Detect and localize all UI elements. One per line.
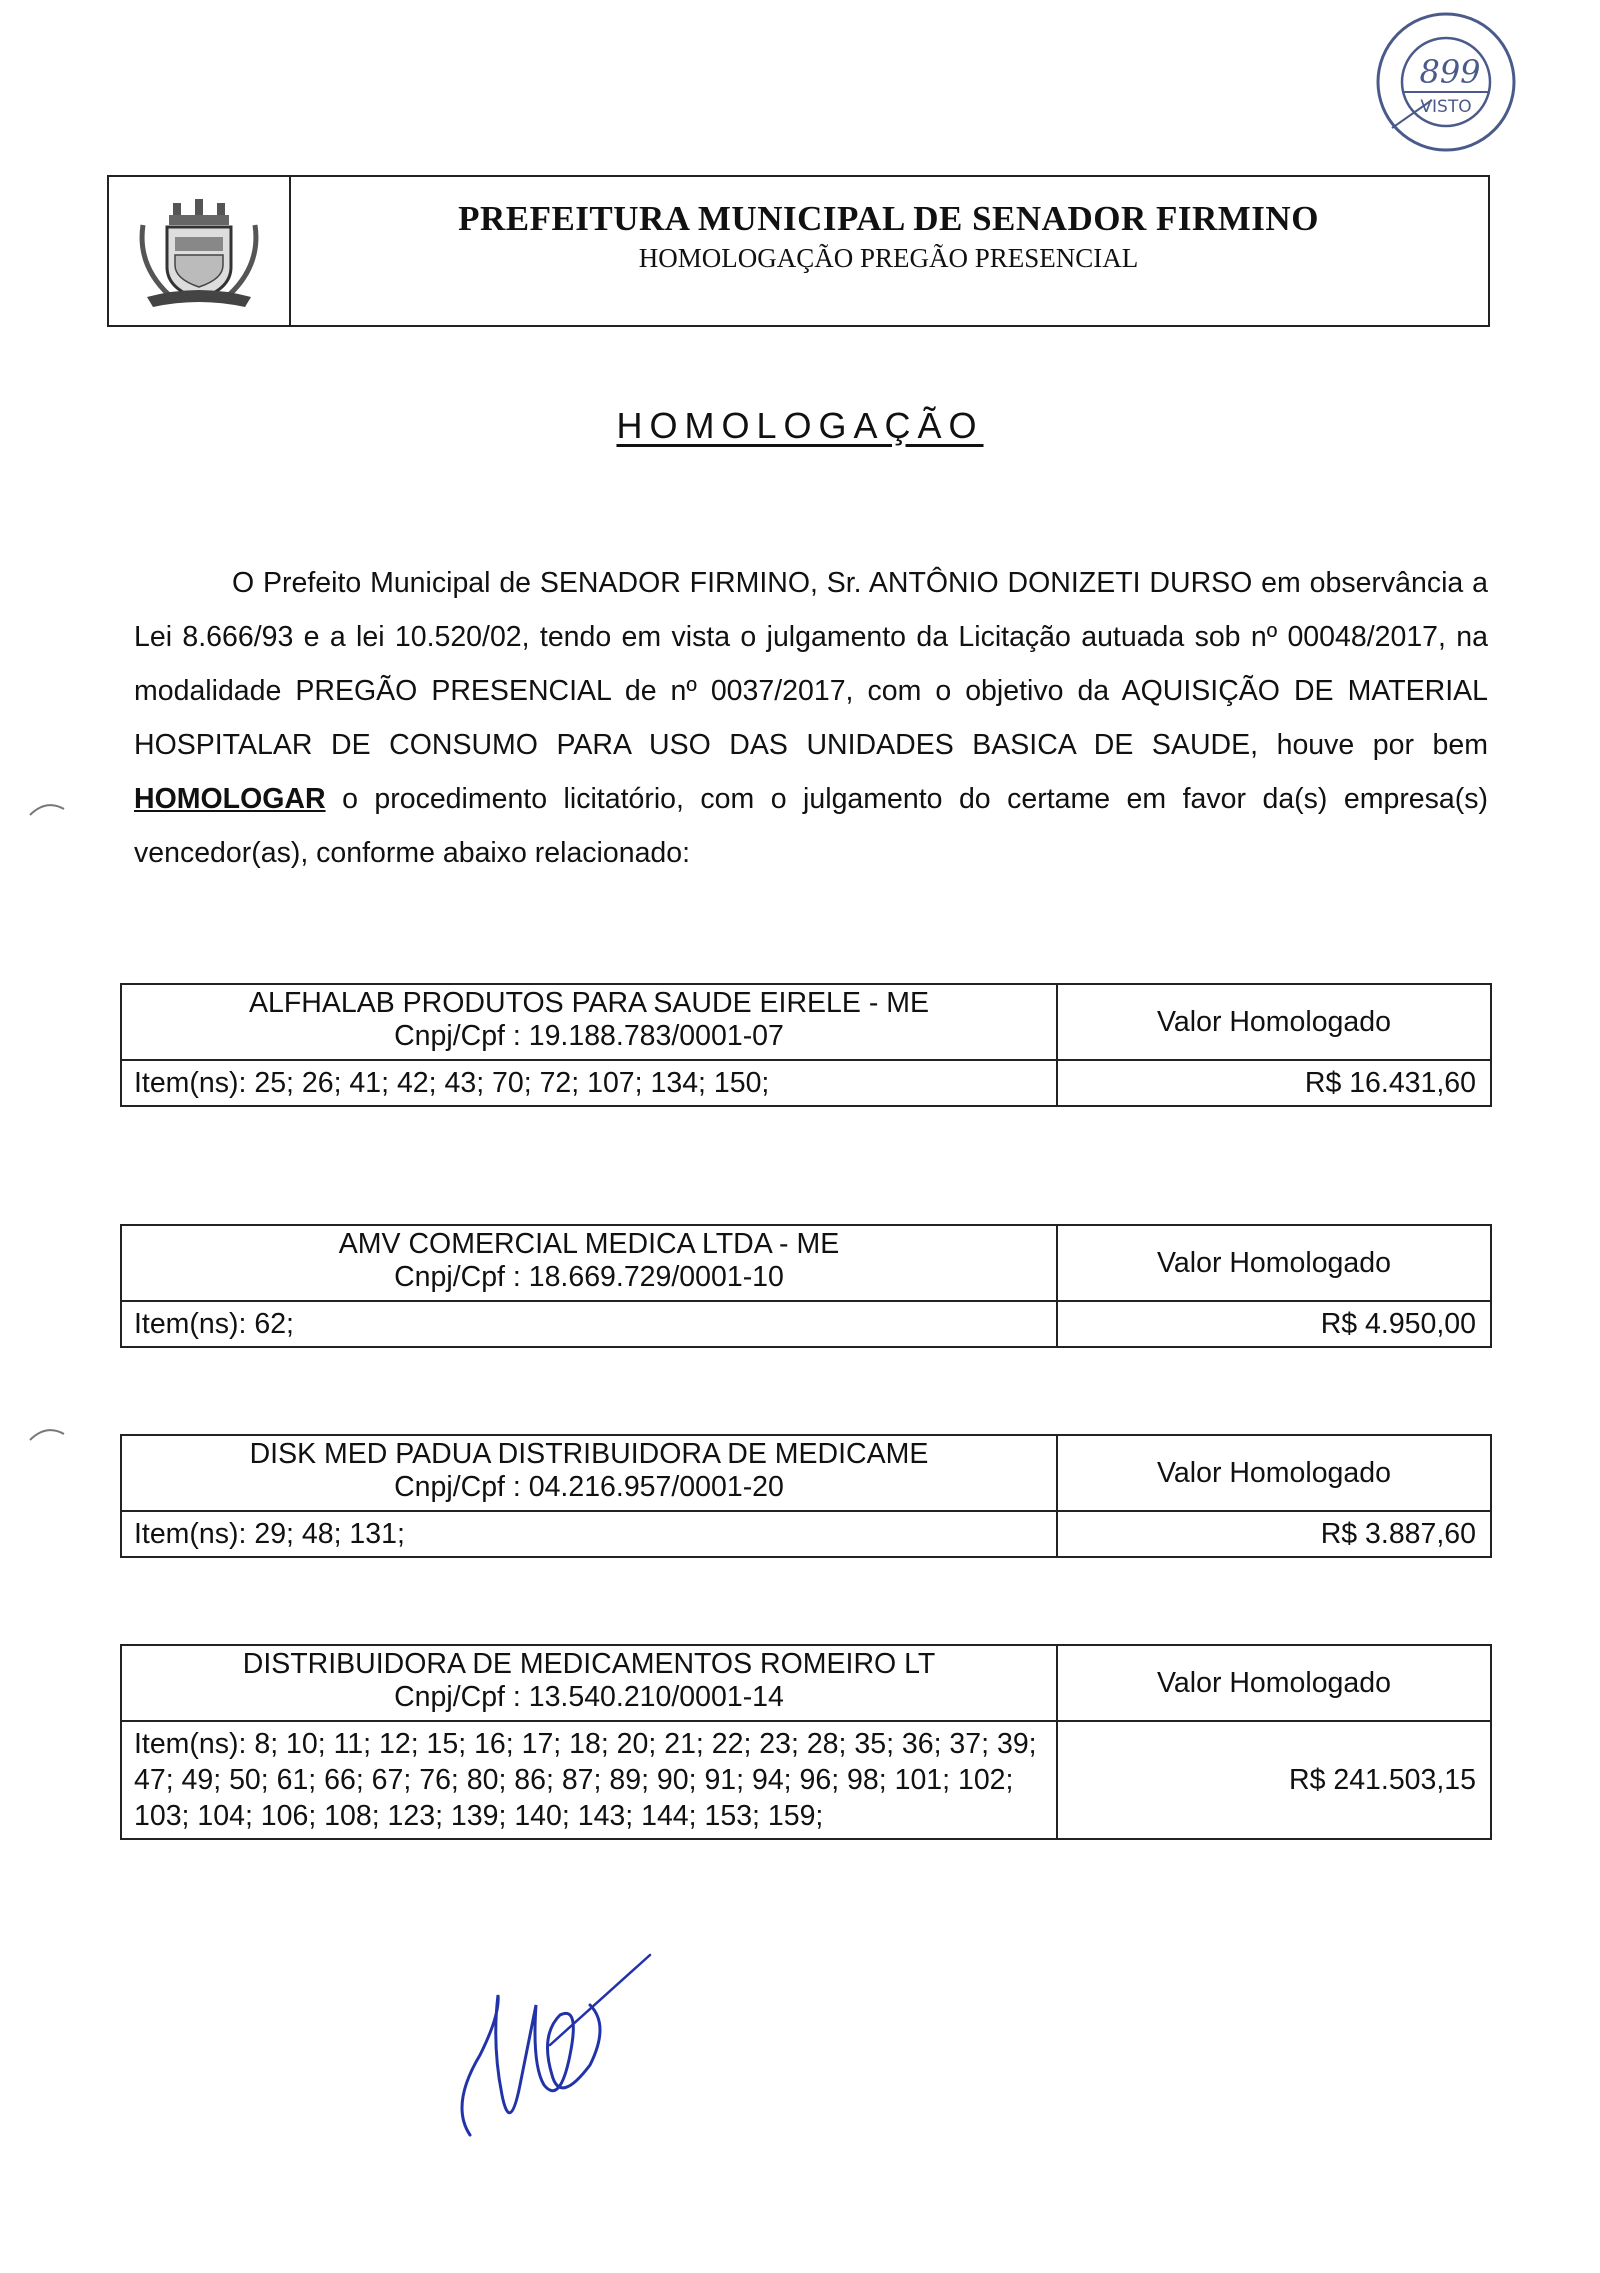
handwritten-signature bbox=[440, 1935, 660, 2150]
paragraph-emphasis: HOMOLOGAR bbox=[134, 783, 326, 815]
crest-cell bbox=[109, 177, 291, 325]
vendor-total: R$ 4.950,00 bbox=[1056, 1302, 1490, 1346]
paragraph-text-before: O Prefeito Municipal de SENADOR FIRMINO, Sr. ANTÔNIO DONIZETI DURSO em observância a Lei 8.666/93 e a lei 10.520/02, tendo em vista o julgamento da Licitação autuada sob nº 00048/2017, na modalidade PREGÃO PRESENCIAL de nº 0037/2017, com o objetivo da AQUISIÇÃO DE MATERIAL HOSPITALAR DE CONSUMO PARA USO DAS UNIDADES BASICA DE SAUDE, houve por bem bbox=[134, 567, 1488, 761]
vendor-items: Item(ns): 29; 48; 131; bbox=[134, 1518, 405, 1550]
value-label: Valor Homologado bbox=[1056, 985, 1490, 1059]
vendor-total: R$ 241.503,15 bbox=[1056, 1722, 1490, 1838]
vendor-table bbox=[120, 1644, 1492, 1840]
vendor-total: R$ 16.431,60 bbox=[1056, 1061, 1490, 1105]
vendor-items: Item(ns): 62; bbox=[134, 1308, 294, 1340]
vendor-name: AMV COMERCIAL MEDICA LTDA - ME bbox=[338, 1228, 840, 1260]
vendor-cnpj: Cnpj/Cpf : 19.188.783/0001-07 bbox=[394, 1020, 784, 1052]
visto-stamp bbox=[1372, 8, 1520, 156]
municipality-title: PREFEITURA MUNICIPAL DE SENADOR FIRMINO bbox=[458, 199, 1319, 238]
vendor-name: DISTRIBUIDORA DE MEDICAMENTOS ROMEIRO LT bbox=[242, 1648, 936, 1680]
margin-mark bbox=[28, 795, 68, 819]
stamp-number: 899 bbox=[1419, 53, 1481, 91]
stamp-label: VISTO bbox=[1420, 97, 1472, 117]
document-type-subtitle: HOMOLOGAÇÃO PREGÃO PRESENCIAL bbox=[638, 243, 1139, 273]
vendor-cnpj: Cnpj/Cpf : 13.540.210/0001-14 bbox=[394, 1681, 784, 1713]
page-title: HOMOLOGAÇÃO bbox=[616, 405, 984, 446]
value-label: Valor Homologado bbox=[1056, 1436, 1490, 1510]
vendor-name: DISK MED PADUA DISTRIBUIDORA DE MEDICAME bbox=[249, 1438, 929, 1470]
vendor-cnpj: Cnpj/Cpf : 04.216.957/0001-20 bbox=[394, 1471, 784, 1503]
vendor-table bbox=[120, 1224, 1492, 1348]
vendor-total: R$ 3.887,60 bbox=[1056, 1512, 1490, 1556]
municipal-crest-icon bbox=[129, 185, 269, 317]
vendor-items: Item(ns): 25; 26; 41; 42; 43; 70; 72; 107; 134; 150; bbox=[134, 1067, 770, 1099]
vendor-name: ALFHALAB PRODUTOS PARA SAUDE EIRELE - ME bbox=[249, 987, 929, 1019]
homologation-paragraph bbox=[134, 556, 1488, 880]
vendor-cnpj: Cnpj/Cpf : 18.669.729/0001-10 bbox=[394, 1261, 784, 1293]
letterhead bbox=[107, 175, 1490, 327]
value-label: Valor Homologado bbox=[1056, 1646, 1490, 1720]
vendor-items: Item(ns): 8; 10; 11; 12; 15; 16; 17; 18; 20; 21; 22; 23; 28; 35; 36; 37; 39; 47; 49; 50; 61; 66; 67; 76; 80; 86; 87; 89; 90; 91; 94; 96; 98; 101; 102; 103; 104; 106; 108; 123; 139; 140; 143; 144; 153; 159; bbox=[134, 1728, 1037, 1832]
paragraph-text-after: o procedimento licitatório, com o julgamento do certame em favor da(s) empresa(s) vencedor(as), conforme abaixo relacionado: bbox=[134, 783, 1488, 869]
vendor-table bbox=[120, 983, 1492, 1107]
vendor-table bbox=[120, 1434, 1492, 1558]
value-label: Valor Homologado bbox=[1056, 1226, 1490, 1300]
margin-mark bbox=[28, 1420, 68, 1444]
